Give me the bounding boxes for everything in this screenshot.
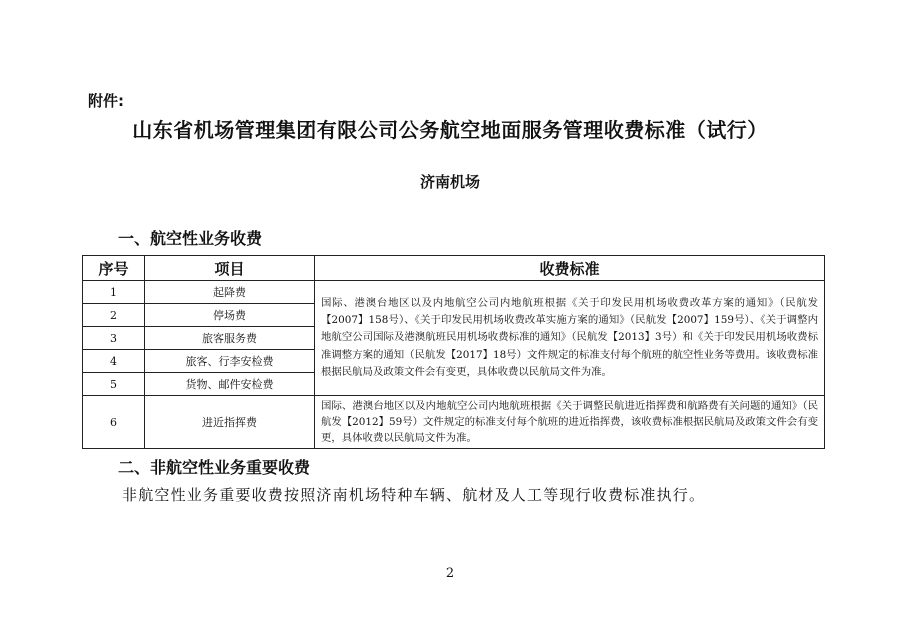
row-number: 4 [83,350,145,373]
column-header-item: 项目 [145,256,315,281]
row-item: 旅客、行李安检费 [145,350,315,373]
column-header-no: 序号 [83,256,145,281]
row-number: 6 [83,396,145,449]
airport-subtitle: 济南机场 [419,173,480,191]
table-row [83,281,825,304]
page-number: 2 [445,566,455,581]
row-number: 3 [83,327,145,350]
row-number: 2 [83,304,145,327]
fee-table [82,255,825,449]
row-number: 1 [83,281,145,304]
row-item: 起降费 [145,281,315,304]
row-item: 停场费 [145,304,315,327]
section-heading-non-aviation-fees: 二、非航空性业务重要收费 [118,458,311,477]
table-header-row [83,256,825,281]
fee-standard-group-1: 国际、港澳台地区以及内地航空公司内地航班根据《关于印发民用机场收费改革方案的通知》（民航发【2007】158号）、《关于印发民用机场收费改革实施方案的通知》（民航发【2007】159号）、《关于调整内地航空公司国际及港澳航班民用机场收费标准的通知》（民航发【2013】3号）和《关于印发民用机场收费标准调整方案的通知（民航发【2017】18号）文件规定的标准支付每个航班的航空性业务等费用。该收费标准根据民航局及政策文件会有变更，具体收费以民航局文件为准。 [315,281,825,396]
row-item: 旅客服务费 [145,327,315,350]
section-heading-aviation-fees: 一、航空性业务收费 [118,229,263,248]
document-title: 山东省机场管理集团有限公司公务航空地面服务管理收费标准（试行） [132,118,768,142]
non-aviation-paragraph: 非航空性业务重要收费按照济南机场特种车辆、航材及人工等现行收费标准执行。 [122,486,706,504]
attachment-label: 附件: [88,92,124,110]
row-item: 进近指挥费 [145,396,315,449]
row-item: 货物、邮件安检费 [145,373,315,396]
fee-standard-group-2: 国际、港澳台地区以及内地航空公司内地航班根据《关于调整民航进近指挥费和航路费有关问题的通知》（民航发【2012】59号）文件规定的标准支付每个航班的进近指挥费，该收费标准根据民航局及政策文件会有变更，具体收费以民航局文件为准。 [315,396,825,449]
row-number: 5 [83,373,145,396]
table-row [83,396,825,449]
column-header-standard: 收费标准 [315,256,825,281]
